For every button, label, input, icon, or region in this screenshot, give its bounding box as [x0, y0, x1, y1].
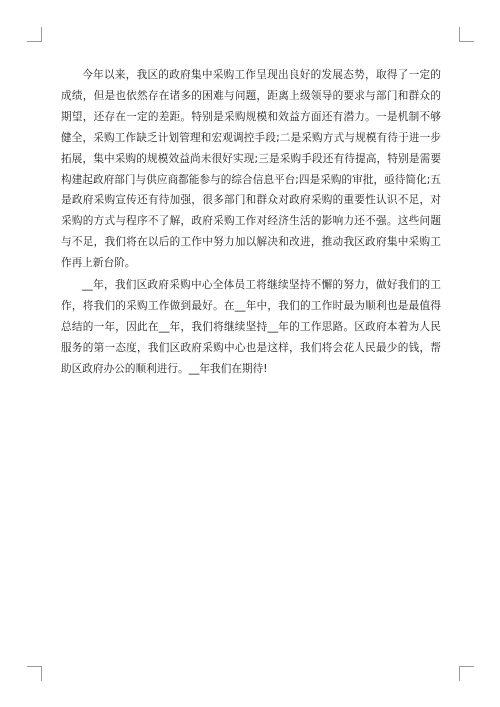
paragraph-2: __年，我们区政府采购中心全体员工将继续坚持不懈的努力，做好我们的工作，将我们的采购工作做到最好。在__年中，我们的工作时最为顺利也是最值得总结的一年，因此在__年，我们将继续坚持__年的工作思路。区政府本着为人民服务的第一态度，我们区政府采购中心也是这样，我们将会花人民最少的钱，帮助区政府办公的顺利进行。__年我们在期待! — [61, 279, 441, 375]
paragraph-1: 今年以来，我区的政府集中采购工作呈现出良好的发展态势，取得了一定的成绩，但是也依然存在诸多的困难与问题，距离上级领导的要求与部门和群众的期望，还存在一定的差距。特别是采购规模和效益方面还有潜力。一是机制不够健全，采购工作缺乏计划管理和宏观调控手段;二是采购方式与规模有待于进一步拓展，集中采购的规模效益尚未很好实现;三是采购手段还有待提高，特别是需要构建起政府部门与供应商都能参与的综合信息平台;四是采购的审批，亟待简化;五是政府采购宣传还有待加强，很多部门和群众对政府采购的重要性认识不足，对采购的方式与程序不了解，政府采购工作对经济生活的影响力还不强。这些问题与不足，我们将在以后的工作中努力加以解决和改进，推动我区政府集中采购工作再上新台阶。 — [61, 69, 441, 270]
crop-mark-top-right — [459, 27, 474, 42]
crop-mark-top-left — [27, 27, 42, 42]
document-body — [61, 65, 441, 380]
crop-mark-bottom-right — [459, 666, 474, 681]
crop-mark-bottom-left — [27, 666, 42, 681]
